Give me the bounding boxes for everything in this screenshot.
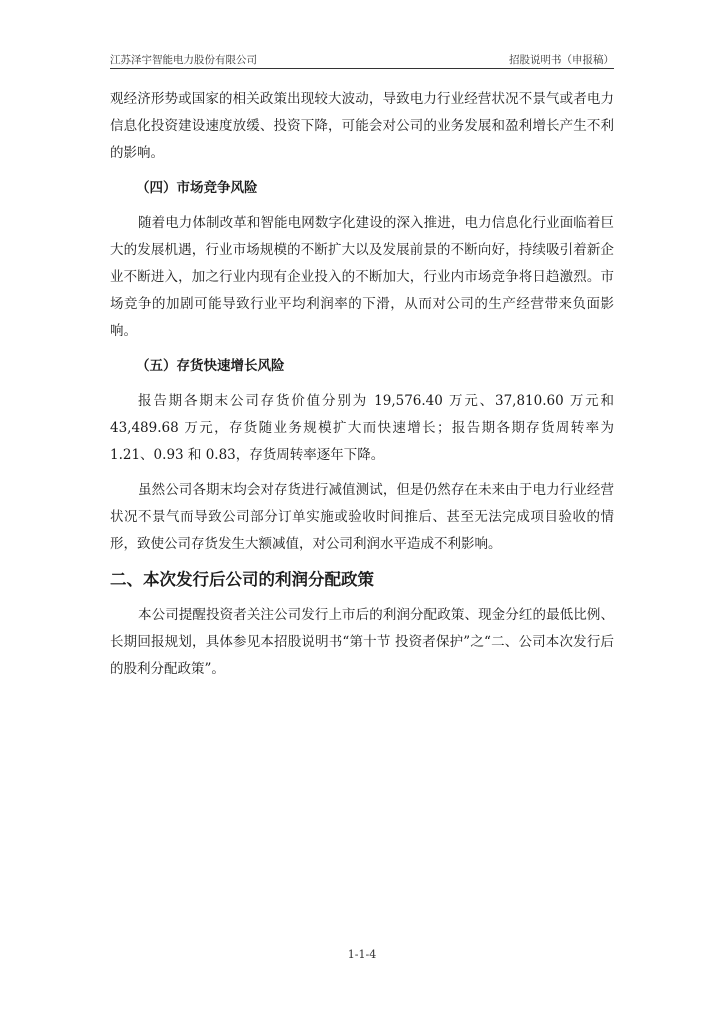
paragraph-inventory-impairment: 虽然公司各期末均会对存货进行减值测试，但是仍然存在未来由于电力行业经营状况不景气而导致公司部分订单实施或验收时间推后、甚至无法完成项目验收的情形，致使公司存货发生大额减值，对公司利润水平造成不利影响。: [110, 482, 614, 552]
header-doc-title: 招股说明书（申报稿）: [509, 54, 614, 66]
paragraph-inventory-values: 报告期各期末公司存货价值分别为 19,576.40 万元、37,810.60 万元和 43,489.68 万元，存货随业务规模扩大而快速增长；报告期各期存货周转率为 1.21、0.93 和 0.83，存货周转率逐年下降。: [110, 393, 614, 463]
heading-market-competition-risk: （四）市场竞争风险: [136, 180, 258, 196]
page-header: [110, 52, 614, 69]
header-company: 江苏泽宇智能电力股份有限公司: [110, 54, 257, 66]
heading-inventory-growth-risk: （五）存货快速增长风险: [136, 358, 285, 374]
paragraph-market-competition: 随着电力体制改革和智能电网数字化建设的深入推进，电力信息化行业面临着巨大的发展机遇，行业市场规模的不断扩大以及发展前景的不断向好，持续吸引着新企业不断进入，加之行业内现有企业投入的不断加大，行业内市场竞争将日趋激烈。市场竞争的加剧可能导致行业平均利润率的下滑，从而对公司的生产经营带来负面影响。: [110, 215, 614, 339]
page-content: [110, 86, 614, 683]
heading-profit-distribution-policy: 二、本次发行后公司的利润分配政策: [110, 570, 374, 589]
paragraph-profit-distribution: 本公司提醒投资者关注公司发行上市后的利润分配政策、现金分红的最低比例、长期回报规划，具体参见本招股说明书“第十节 投资者保护”之“二、公司本次发行后的股利分配政策”。: [110, 607, 614, 677]
paragraph-intro: 观经济形势或国家的相关政策出现较大波动，导致电力行业经营状况不景气或者电力信息化投资建设速度放缓、投资下降，可能会对公司的业务发展和盈利增长产生不利的影响。: [110, 91, 614, 161]
page-number: 1-1-4: [347, 948, 377, 961]
